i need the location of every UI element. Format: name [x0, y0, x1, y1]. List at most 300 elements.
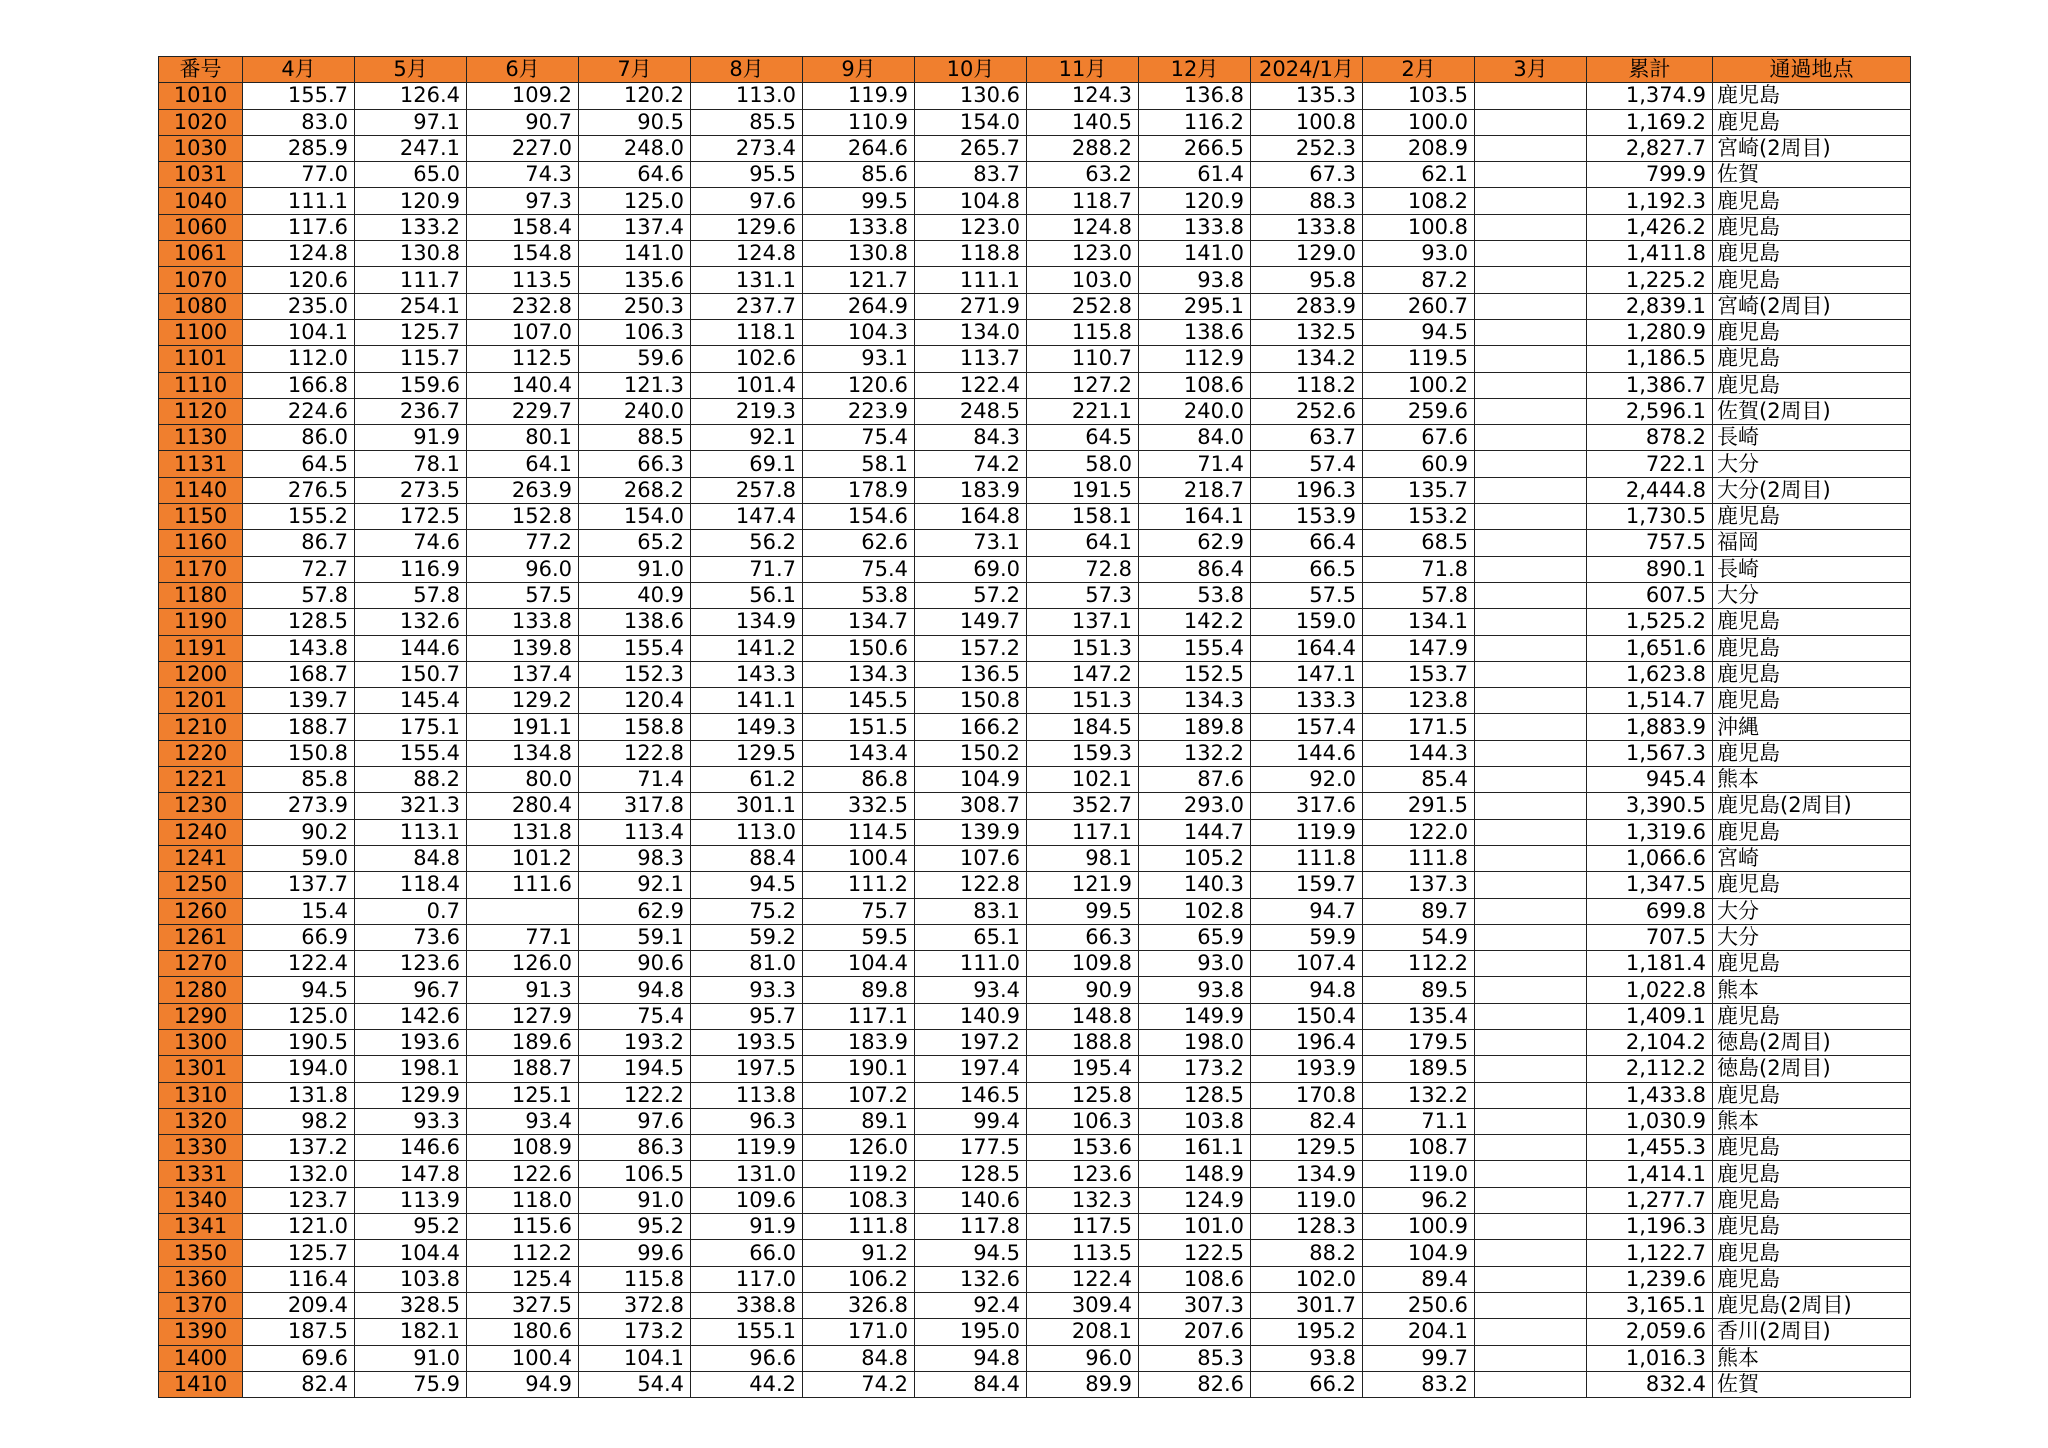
table-row [159, 819, 1911, 845]
row-number-cell: 1210 [159, 714, 243, 740]
month-value-cell: 123.0 [915, 214, 1027, 240]
month-value-cell: 99.5 [1027, 898, 1139, 924]
month-value-cell: 133.8 [467, 609, 579, 635]
month-value-cell: 224.6 [243, 398, 355, 424]
month-value-cell: 137.4 [579, 214, 691, 240]
month-value-cell [1475, 740, 1587, 766]
total-cell: 1,426.2 [1587, 214, 1713, 240]
row-number-cell: 1100 [159, 319, 243, 345]
table-row [159, 1371, 1911, 1397]
month-value-cell: 94.8 [579, 977, 691, 1003]
location-cell: 熊本 [1713, 1108, 1911, 1134]
month-value-cell: 121.0 [243, 1214, 355, 1240]
month-value-cell [1475, 162, 1587, 188]
month-value-cell: 61.2 [691, 767, 803, 793]
month-value-cell: 237.7 [691, 293, 803, 319]
month-value-cell: 252.3 [1251, 135, 1363, 161]
month-value-cell: 227.0 [467, 135, 579, 161]
month-value-cell: 115.7 [355, 346, 467, 372]
total-cell: 1,319.6 [1587, 819, 1713, 845]
month-value-cell: 137.4 [467, 661, 579, 687]
month-value-cell: 155.4 [355, 740, 467, 766]
month-value-cell: 62.1 [1363, 162, 1475, 188]
month-value-cell: 65.2 [579, 530, 691, 556]
month-value-cell: 72.8 [1027, 556, 1139, 582]
month-value-cell: 56.1 [691, 582, 803, 608]
month-value-cell: 75.4 [803, 425, 915, 451]
month-value-cell: 118.4 [355, 872, 467, 898]
month-value-cell: 119.9 [1251, 819, 1363, 845]
month-value-cell: 86.0 [243, 425, 355, 451]
row-number-cell: 1080 [159, 293, 243, 319]
month-value-cell: 86.3 [579, 1135, 691, 1161]
month-value-cell: 132.3 [1027, 1187, 1139, 1213]
location-cell: 鹿児島 [1713, 688, 1911, 714]
table-row [159, 372, 1911, 398]
location-cell: 鹿児島 [1713, 346, 1911, 372]
month-value-cell: 141.0 [1139, 241, 1251, 267]
total-cell: 832.4 [1587, 1371, 1713, 1397]
month-value-cell [1475, 1187, 1587, 1213]
month-value-cell: 187.5 [243, 1319, 355, 1345]
month-value-cell: 110.7 [1027, 346, 1139, 372]
month-value-cell: 114.5 [803, 819, 915, 845]
month-value-cell: 332.5 [803, 793, 915, 819]
table-row [159, 1161, 1911, 1187]
column-header: 12月 [1139, 57, 1251, 83]
month-value-cell [1475, 188, 1587, 214]
month-value-cell: 209.4 [243, 1292, 355, 1318]
month-value-cell: 99.5 [803, 188, 915, 214]
month-value-cell: 196.4 [1251, 1029, 1363, 1055]
month-value-cell: 317.8 [579, 793, 691, 819]
month-value-cell [1475, 951, 1587, 977]
month-value-cell: 147.2 [1027, 661, 1139, 687]
month-value-cell: 77.1 [467, 924, 579, 950]
month-value-cell: 161.1 [1139, 1135, 1251, 1161]
month-value-cell: 85.3 [1139, 1345, 1251, 1371]
month-value-cell: 95.8 [1251, 267, 1363, 293]
month-value-cell [1475, 924, 1587, 950]
month-value-cell: 108.6 [1139, 1266, 1251, 1292]
month-value-cell: 64.1 [1027, 530, 1139, 556]
month-value-cell: 95.7 [691, 1003, 803, 1029]
row-number-cell: 1120 [159, 398, 243, 424]
month-value-cell: 71.1 [1363, 1108, 1475, 1134]
month-value-cell: 137.7 [243, 872, 355, 898]
month-value-cell: 129.9 [355, 1082, 467, 1108]
month-value-cell: 140.9 [915, 1003, 1027, 1029]
month-value-cell: 74.6 [355, 530, 467, 556]
month-value-cell [1475, 661, 1587, 687]
month-value-cell: 132.2 [1363, 1082, 1475, 1108]
table-row [159, 1187, 1911, 1213]
total-cell: 890.1 [1587, 556, 1713, 582]
total-cell: 2,104.2 [1587, 1029, 1713, 1055]
month-value-cell: 94.5 [915, 1240, 1027, 1266]
month-value-cell: 107.0 [467, 319, 579, 345]
total-cell: 1,374.9 [1587, 83, 1713, 109]
month-value-cell: 273.9 [243, 793, 355, 819]
month-value-cell: 125.7 [243, 1240, 355, 1266]
total-cell: 1,277.7 [1587, 1187, 1713, 1213]
month-value-cell: 90.6 [579, 951, 691, 977]
table-row [159, 241, 1911, 267]
month-value-cell: 150.2 [915, 740, 1027, 766]
month-value-cell: 321.3 [355, 793, 467, 819]
month-value-cell: 88.4 [691, 845, 803, 871]
month-value-cell: 129.0 [1251, 241, 1363, 267]
month-value-cell: 115.8 [1027, 319, 1139, 345]
month-value-cell: 57.8 [1363, 582, 1475, 608]
month-value-cell [1475, 398, 1587, 424]
total-cell: 1,181.4 [1587, 951, 1713, 977]
month-value-cell: 108.3 [803, 1187, 915, 1213]
month-value-cell [1475, 1029, 1587, 1055]
month-value-cell: 59.2 [691, 924, 803, 950]
month-value-cell [1475, 346, 1587, 372]
month-value-cell: 207.6 [1139, 1319, 1251, 1345]
total-cell: 1,066.6 [1587, 845, 1713, 871]
month-value-cell: 137.2 [243, 1135, 355, 1161]
month-value-cell: 124.8 [691, 241, 803, 267]
month-value-cell: 59.9 [1251, 924, 1363, 950]
month-value-cell: 117.5 [1027, 1214, 1139, 1240]
month-value-cell: 88.5 [579, 425, 691, 451]
total-cell: 722.1 [1587, 451, 1713, 477]
total-cell: 3,390.5 [1587, 793, 1713, 819]
month-value-cell: 155.2 [243, 504, 355, 530]
month-value-cell: 108.6 [1139, 372, 1251, 398]
month-value-cell: 90.9 [1027, 977, 1139, 1003]
month-value-cell: 94.5 [1363, 319, 1475, 345]
month-value-cell: 254.1 [355, 293, 467, 319]
month-value-cell: 104.1 [243, 319, 355, 345]
table-row [159, 767, 1911, 793]
month-value-cell: 86.4 [1139, 556, 1251, 582]
total-cell: 1,016.3 [1587, 1345, 1713, 1371]
month-value-cell: 126.0 [803, 1135, 915, 1161]
month-value-cell [1475, 977, 1587, 1003]
table-row [159, 83, 1911, 109]
month-value-cell: 184.5 [1027, 714, 1139, 740]
month-value-cell: 140.3 [1139, 872, 1251, 898]
table-row [159, 267, 1911, 293]
table-row [159, 135, 1911, 161]
row-number-cell: 1170 [159, 556, 243, 582]
month-value-cell: 68.5 [1363, 530, 1475, 556]
total-cell: 1,386.7 [1587, 372, 1713, 398]
month-value-cell: 142.2 [1139, 609, 1251, 635]
month-value-cell: 122.2 [579, 1082, 691, 1108]
location-cell: 大分 [1713, 898, 1911, 924]
row-number-cell: 1190 [159, 609, 243, 635]
month-value-cell: 152.8 [467, 504, 579, 530]
month-value-cell: 135.6 [579, 267, 691, 293]
month-value-cell [1475, 1345, 1587, 1371]
month-value-cell [1475, 845, 1587, 871]
table-row [159, 1029, 1911, 1055]
month-value-cell: 150.6 [803, 635, 915, 661]
month-value-cell: 223.9 [803, 398, 915, 424]
total-cell: 1,623.8 [1587, 661, 1713, 687]
month-value-cell: 140.6 [915, 1187, 1027, 1213]
month-value-cell: 126.0 [467, 951, 579, 977]
month-value-cell: 173.2 [1139, 1056, 1251, 1082]
month-value-cell: 120.4 [579, 688, 691, 714]
column-header: 2月 [1363, 57, 1475, 83]
month-value-cell: 264.9 [803, 293, 915, 319]
total-cell: 1,567.3 [1587, 740, 1713, 766]
month-value-cell: 103.0 [1027, 267, 1139, 293]
row-number-cell: 1230 [159, 793, 243, 819]
month-value-cell: 183.9 [915, 477, 1027, 503]
month-value-cell: 134.9 [691, 609, 803, 635]
month-value-cell [1475, 1108, 1587, 1134]
month-value-cell: 60.9 [1363, 451, 1475, 477]
location-cell: 香川(2周目) [1713, 1319, 1911, 1345]
month-value-cell: 66.9 [243, 924, 355, 950]
month-value-cell: 59.6 [579, 346, 691, 372]
month-value-cell: 77.2 [467, 530, 579, 556]
location-cell: 鹿児島 [1713, 951, 1911, 977]
month-value-cell: 122.4 [915, 372, 1027, 398]
month-value-cell: 104.4 [803, 951, 915, 977]
month-value-cell: 148.9 [1139, 1161, 1251, 1187]
month-value-cell: 132.0 [243, 1161, 355, 1187]
month-value-cell: 276.5 [243, 477, 355, 503]
month-value-cell: 164.8 [915, 504, 1027, 530]
month-value-cell: 108.9 [467, 1135, 579, 1161]
header-row [159, 57, 1911, 83]
month-value-cell: 59.5 [803, 924, 915, 950]
month-value-cell: 93.4 [915, 977, 1027, 1003]
table-row [159, 109, 1911, 135]
month-value-cell [1475, 582, 1587, 608]
month-value-cell: 97.1 [355, 109, 467, 135]
month-value-cell: 218.7 [1139, 477, 1251, 503]
table-row [159, 1345, 1911, 1371]
month-value-cell: 195.4 [1027, 1056, 1139, 1082]
month-value-cell: 87.2 [1363, 267, 1475, 293]
row-number-cell: 1260 [159, 898, 243, 924]
location-cell: 鹿児島 [1713, 267, 1911, 293]
location-cell: 鹿児島 [1713, 609, 1911, 635]
month-value-cell: 140.4 [467, 372, 579, 398]
total-cell: 1,411.8 [1587, 241, 1713, 267]
month-value-cell: 118.8 [915, 241, 1027, 267]
total-cell: 1,347.5 [1587, 872, 1713, 898]
month-value-cell [1475, 793, 1587, 819]
month-value-cell: 295.1 [1139, 293, 1251, 319]
month-value-cell: 108.7 [1363, 1135, 1475, 1161]
month-value-cell: 147.4 [691, 504, 803, 530]
month-value-cell: 125.4 [467, 1266, 579, 1292]
row-number-cell: 1131 [159, 451, 243, 477]
column-header: 8月 [691, 57, 803, 83]
month-value-cell: 240.0 [579, 398, 691, 424]
location-cell: 鹿児島(2周目) [1713, 1292, 1911, 1318]
month-value-cell: 78.1 [355, 451, 467, 477]
month-value-cell: 100.4 [803, 845, 915, 871]
month-value-cell: 92.4 [915, 1292, 1027, 1318]
location-cell: 鹿児島 [1713, 740, 1911, 766]
month-value-cell: 140.5 [1027, 109, 1139, 135]
month-value-cell: 80.0 [467, 767, 579, 793]
month-value-cell: 133.8 [803, 214, 915, 240]
month-value-cell: 93.4 [467, 1108, 579, 1134]
month-value-cell: 150.7 [355, 661, 467, 687]
row-number-cell: 1030 [159, 135, 243, 161]
month-value-cell: 120.9 [1139, 188, 1251, 214]
month-value-cell: 113.9 [355, 1187, 467, 1213]
month-value-cell: 71.8 [1363, 556, 1475, 582]
column-header: 7月 [579, 57, 691, 83]
location-cell: 鹿児島 [1713, 319, 1911, 345]
row-number-cell: 1031 [159, 162, 243, 188]
total-cell: 945.4 [1587, 767, 1713, 793]
table-row [159, 1266, 1911, 1292]
month-value-cell: 204.1 [1363, 1319, 1475, 1345]
month-value-cell: 53.8 [1139, 582, 1251, 608]
month-value-cell: 83.7 [915, 162, 1027, 188]
location-cell: 鹿児島 [1713, 188, 1911, 214]
month-value-cell: 93.8 [1139, 977, 1251, 1003]
month-value-cell [1475, 214, 1587, 240]
month-value-cell: 164.4 [1251, 635, 1363, 661]
month-value-cell: 195.0 [915, 1319, 1027, 1345]
month-value-cell [1475, 530, 1587, 556]
month-value-cell: 135.4 [1363, 1003, 1475, 1029]
month-value-cell: 154.6 [803, 504, 915, 530]
month-value-cell: 100.2 [1363, 372, 1475, 398]
month-value-cell: 62.9 [579, 898, 691, 924]
month-value-cell: 15.4 [243, 898, 355, 924]
month-value-cell: 65.1 [915, 924, 1027, 950]
month-value-cell: 159.3 [1027, 740, 1139, 766]
month-value-cell: 136.8 [1139, 83, 1251, 109]
month-value-cell: 97.6 [691, 188, 803, 214]
month-value-cell: 40.9 [579, 582, 691, 608]
month-value-cell: 92.0 [1251, 767, 1363, 793]
total-cell: 1,409.1 [1587, 1003, 1713, 1029]
month-value-cell: 104.1 [579, 1345, 691, 1371]
month-value-cell: 121.9 [1027, 872, 1139, 898]
month-value-cell: 66.0 [691, 1240, 803, 1266]
month-value-cell: 84.0 [1139, 425, 1251, 451]
month-value-cell: 94.5 [691, 872, 803, 898]
location-cell: 鹿児島 [1713, 661, 1911, 687]
month-value-cell: 102.8 [1139, 898, 1251, 924]
month-value-cell: 88.2 [355, 767, 467, 793]
month-value-cell: 110.9 [803, 109, 915, 135]
month-value-cell: 99.4 [915, 1108, 1027, 1134]
month-value-cell: 95.2 [579, 1214, 691, 1240]
location-cell: 鹿児島 [1713, 1187, 1911, 1213]
row-number-cell: 1040 [159, 188, 243, 214]
month-value-cell [1475, 1266, 1587, 1292]
month-value-cell: 248.0 [579, 135, 691, 161]
month-value-cell: 158.4 [467, 214, 579, 240]
total-cell: 1,280.9 [1587, 319, 1713, 345]
month-value-cell: 266.5 [1139, 135, 1251, 161]
month-value-cell: 121.7 [803, 267, 915, 293]
total-cell: 1,525.2 [1587, 609, 1713, 635]
location-cell: 鹿児島(2周目) [1713, 793, 1911, 819]
month-value-cell: 157.4 [1251, 714, 1363, 740]
month-value-cell: 112.0 [243, 346, 355, 372]
month-value-cell: 64.5 [1027, 425, 1139, 451]
month-value-cell [1475, 556, 1587, 582]
month-value-cell: 96.0 [1027, 1345, 1139, 1371]
month-value-cell: 116.4 [243, 1266, 355, 1292]
month-value-cell: 229.7 [467, 398, 579, 424]
month-value-cell: 307.3 [1139, 1292, 1251, 1318]
location-cell: 沖縄 [1713, 714, 1911, 740]
month-value-cell: 106.5 [579, 1161, 691, 1187]
table-row [159, 898, 1911, 924]
month-value-cell: 259.6 [1363, 398, 1475, 424]
month-value-cell: 117.1 [803, 1003, 915, 1029]
month-value-cell: 134.3 [803, 661, 915, 687]
month-value-cell: 92.1 [579, 872, 691, 898]
month-value-cell [1475, 293, 1587, 319]
month-value-cell: 190.1 [803, 1056, 915, 1082]
location-cell: 鹿児島 [1713, 83, 1911, 109]
month-value-cell: 113.4 [579, 819, 691, 845]
month-value-cell: 111.0 [915, 951, 1027, 977]
row-number-cell: 1221 [159, 767, 243, 793]
month-value-cell: 189.6 [467, 1029, 579, 1055]
month-value-cell: 129.6 [691, 214, 803, 240]
month-value-cell: 143.4 [803, 740, 915, 766]
month-value-cell: 179.5 [1363, 1029, 1475, 1055]
month-value-cell: 148.8 [1027, 1003, 1139, 1029]
row-number-cell: 1310 [159, 1082, 243, 1108]
month-value-cell: 119.2 [803, 1161, 915, 1187]
month-value-cell: 309.4 [1027, 1292, 1139, 1318]
month-value-cell: 71.4 [579, 767, 691, 793]
month-value-cell: 133.2 [355, 214, 467, 240]
month-value-cell: 196.3 [1251, 477, 1363, 503]
total-cell: 1,169.2 [1587, 109, 1713, 135]
row-number-cell: 1240 [159, 819, 243, 845]
month-value-cell: 128.3 [1251, 1214, 1363, 1240]
month-value-cell: 120.6 [243, 267, 355, 293]
row-number-cell: 1341 [159, 1214, 243, 1240]
month-value-cell: 107.6 [915, 845, 1027, 871]
month-value-cell [1475, 1082, 1587, 1108]
month-value-cell: 352.7 [1027, 793, 1139, 819]
month-value-cell [1475, 1214, 1587, 1240]
table-row [159, 504, 1911, 530]
row-number-cell: 1270 [159, 951, 243, 977]
month-value-cell: 236.7 [355, 398, 467, 424]
month-value-cell [1475, 1292, 1587, 1318]
month-value-cell: 158.1 [1027, 504, 1139, 530]
month-value-cell: 106.3 [579, 319, 691, 345]
row-number-cell: 1130 [159, 425, 243, 451]
table-row [159, 319, 1911, 345]
total-cell: 1,651.6 [1587, 635, 1713, 661]
month-value-cell: 93.0 [1139, 951, 1251, 977]
month-value-cell: 116.2 [1139, 109, 1251, 135]
month-value-cell: 191.1 [467, 714, 579, 740]
month-value-cell: 74.2 [915, 451, 1027, 477]
total-cell: 2,444.8 [1587, 477, 1713, 503]
total-cell: 707.5 [1587, 924, 1713, 950]
month-value-cell: 111.1 [243, 188, 355, 214]
